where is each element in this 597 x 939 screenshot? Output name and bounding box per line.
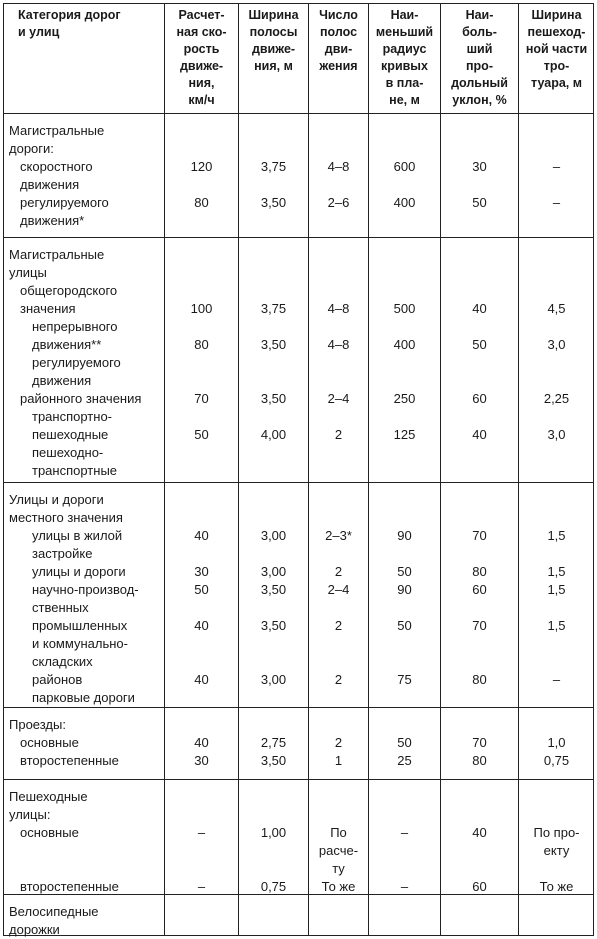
header-cell-4: Число полос дви- жения [319,8,358,73]
value-cell: – [197,825,206,840]
subcategory-label: непрерывного [32,319,118,334]
category-label: дороги: [9,141,54,156]
category-label: дорожки [9,922,60,937]
column-divider [164,4,165,935]
subcategory-label: движения [20,177,80,192]
header-cell-5: Наи- меньший радиус кривых в пла- не, м [375,8,434,107]
subcategory-label: движения [32,373,92,388]
value-cell: екту [543,843,570,858]
header-cell-6: Наи- боль- ший про- дольный уклон, % [451,8,508,107]
subcategory-label: пешеходные [32,427,109,442]
value-cell: 3,50 [260,195,287,210]
value-cell: 50 [472,195,487,210]
value-cell: 60 [472,582,487,597]
value-cell: 50 [397,618,412,633]
value-cell: 40 [472,301,487,316]
value-cell: 70 [472,528,487,543]
subcategory-label: районного значения [20,391,142,406]
value-cell: 4–8 [327,159,350,174]
value-cell: 40 [472,427,487,442]
value-cell: 75 [397,672,412,687]
value-cell: То же [321,879,356,894]
value-cell: 50 [194,582,209,597]
subcategory-label: движения* [20,213,85,228]
value-cell: – [552,672,561,687]
category-label: Улицы и дороги [9,492,104,507]
value-cell: 1,00 [260,825,287,840]
subcategory-label: парковые дороги [32,690,135,705]
value-cell: 40 [194,735,209,750]
subcategory-label: второстепенные [20,879,119,894]
value-cell: 125 [393,427,416,442]
value-cell: 2–6 [327,195,350,210]
header-cell-7: Ширина пешеход- ной части тро- туара, м [525,8,588,90]
category-label: Магистральные [9,247,105,262]
value-cell: 0,75 [543,753,570,768]
value-cell: 500 [393,301,416,316]
value-cell: – [197,879,206,894]
value-cell: – [400,825,409,840]
value-cell: 2–4 [327,582,350,597]
column-divider [440,4,441,935]
road-category-table [3,3,594,936]
subcategory-label: складских [32,654,93,669]
value-cell: 80 [194,337,209,352]
value-cell: 40 [194,528,209,543]
column-divider [238,4,239,935]
value-cell: ту [332,861,345,876]
value-cell: 2 [334,618,343,633]
value-cell: 70 [472,735,487,750]
value-cell: 40 [194,672,209,687]
column-divider [368,4,369,935]
subcategory-label: скоростного [20,159,93,174]
subcategory-label: научно-производ- [32,582,139,597]
value-cell: 2 [334,564,343,579]
subcategory-label: второстепенные [20,753,119,768]
value-cell: 50 [397,564,412,579]
value-cell: – [552,159,561,174]
category-label: местного значения [9,510,123,525]
subcategory-label: транспортно- [32,409,112,424]
value-cell: 1 [334,753,343,768]
subcategory-label: застройке [32,546,93,561]
value-cell: 3,00 [260,672,287,687]
value-cell: 50 [472,337,487,352]
value-cell: 0,75 [260,879,287,894]
row-divider [4,707,593,708]
header-cell-1: Категория дорог и улиц [18,8,121,39]
category-label: Велосипедные [9,904,99,919]
value-cell: 2–4 [327,391,350,406]
subcategory-label: промышленных [32,618,128,633]
value-cell: 3,50 [260,582,287,597]
value-cell: 4,5 [547,301,566,316]
subcategory-label: улицы и дороги [32,564,126,579]
value-cell: 50 [194,427,209,442]
value-cell: 1,5 [547,528,566,543]
value-cell: 70 [472,618,487,633]
value-cell: 80 [472,672,487,687]
subcategory-label: движения** [32,337,102,352]
value-cell: 80 [472,564,487,579]
value-cell: 3,50 [260,337,287,352]
value-cell: 2 [334,735,343,750]
value-cell: По [330,825,347,840]
value-cell: – [552,195,561,210]
value-cell: По про- [533,825,580,840]
value-cell: 3,75 [260,301,287,316]
value-cell: 400 [393,195,416,210]
value-cell: 1,0 [547,735,566,750]
value-cell: 70 [194,391,209,406]
value-cell: 120 [190,159,213,174]
subcategory-label: районов [32,672,83,687]
value-cell: 3,00 [260,528,287,543]
row-divider [4,113,593,114]
value-cell: – [400,879,409,894]
column-divider [308,4,309,935]
subcategory-label: пешеходно- [32,445,104,460]
row-divider [4,779,593,780]
value-cell: 30 [472,159,487,174]
value-cell: 4–8 [327,301,350,316]
value-cell: 40 [194,618,209,633]
value-cell: 40 [472,825,487,840]
subcategory-label: улицы в жилой [32,528,123,543]
row-divider [4,482,593,483]
value-cell: 3,75 [260,159,287,174]
subcategory-label: транспортные [32,463,118,478]
value-cell: 3,00 [260,564,287,579]
value-cell: 3,50 [260,618,287,633]
value-cell: То же [539,879,574,894]
value-cell: 4–8 [327,337,350,352]
category-label: Магистральные [9,123,105,138]
row-divider [4,237,593,238]
value-cell: 1,5 [547,618,566,633]
value-cell: 3,50 [260,391,287,406]
value-cell: 1,5 [547,564,566,579]
value-cell: 100 [190,301,213,316]
category-label: Пешеходные [9,789,88,804]
subcategory-label: и коммунально- [32,636,128,651]
value-cell: 3,0 [547,427,566,442]
value-cell: 2 [334,672,343,687]
value-cell: 2 [334,427,343,442]
value-cell: 3,50 [260,753,287,768]
value-cell: 2,25 [543,391,570,406]
value-cell: 1,5 [547,582,566,597]
value-cell: 30 [194,564,209,579]
column-divider [518,4,519,935]
value-cell: 25 [397,753,412,768]
value-cell: 3,0 [547,337,566,352]
value-cell: 2–3* [325,528,352,543]
subcategory-label: основные [20,735,79,750]
value-cell: 400 [393,337,416,352]
category-label: улицы: [9,807,51,822]
value-cell: 60 [472,391,487,406]
value-cell: расче- [318,843,359,858]
value-cell: 80 [194,195,209,210]
value-cell: 250 [393,391,416,406]
subcategory-label: регулируемого [20,195,109,210]
header-cell-3: Ширина полосы движе- ния, м [248,8,299,73]
value-cell: 4,00 [260,427,287,442]
category-label: Проезды: [9,717,66,732]
value-cell: 30 [194,753,209,768]
value-cell: 80 [472,753,487,768]
subcategory-label: ственных [32,600,89,615]
value-cell: 600 [393,159,416,174]
header-cell-2: Расчет- ная ско- рость движе- ния, км/ч [176,8,227,107]
subcategory-label: общегородского [20,283,118,298]
value-cell: 90 [397,528,412,543]
subcategory-label: регулируемого [32,355,121,370]
value-cell: 90 [397,582,412,597]
value-cell: 2,75 [260,735,287,750]
subcategory-label: основные [20,825,79,840]
subcategory-label: значения [20,301,76,316]
value-cell: 50 [397,735,412,750]
value-cell: 60 [472,879,487,894]
category-label: улицы [9,265,47,280]
